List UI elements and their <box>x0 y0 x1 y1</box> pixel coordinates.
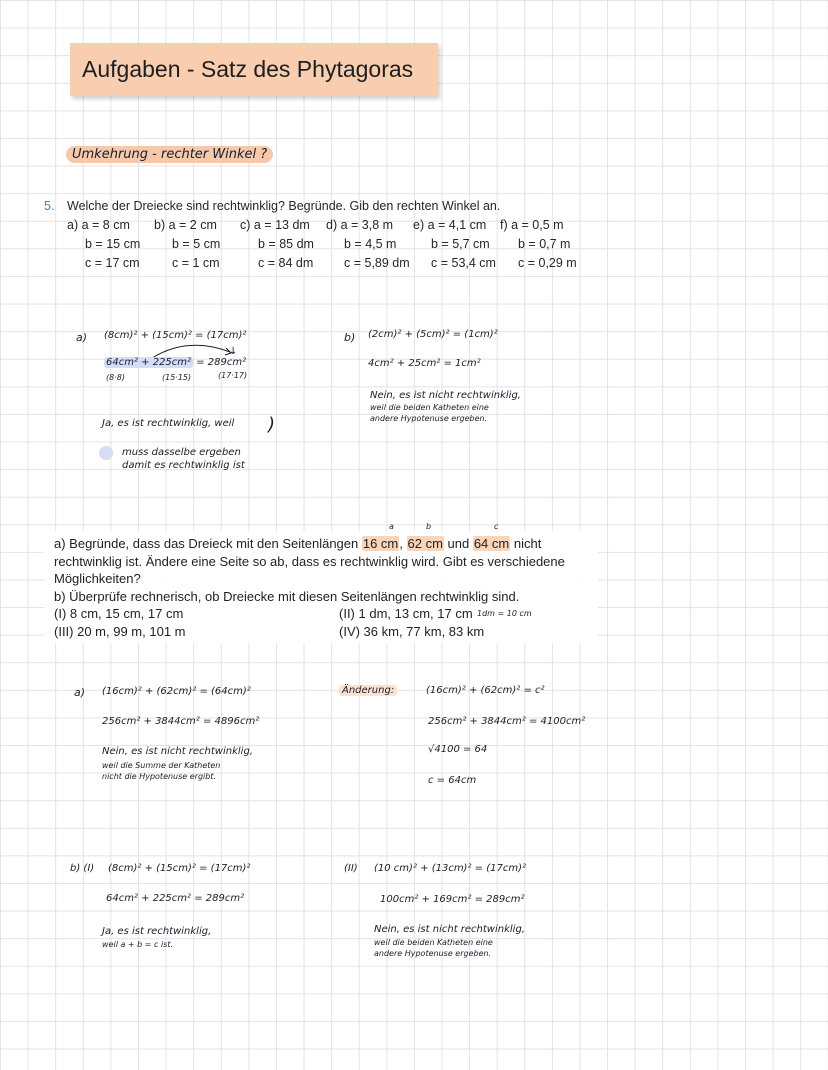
column-e-line-b: b = 5,7 cm <box>431 237 490 251</box>
page-title <box>70 43 438 96</box>
task-question: Welche der Dreiecke sind rechtwinklig? Begründe. Gib den rechten Winkel an. <box>67 199 501 213</box>
task-column-d <box>326 216 410 273</box>
product-note-1: (8·8) <box>106 373 125 382</box>
triangle-iv: (IV) 36 km, 77 km, 83 km <box>339 624 485 639</box>
column-c-line-a: c) a = 13 dm <box>240 218 310 232</box>
sum-result: = 289cm² <box>193 357 247 368</box>
triangle-iii: (III) 20 m, 99 m, 101 m <box>54 624 186 639</box>
column-f-line-c: c = 0,29 m <box>518 256 577 270</box>
task2-line-1-pre: a) Begründe, dass das Dreieck mit den Seitenlängen <box>54 536 362 551</box>
product-note-2: (15·15) <box>162 373 192 382</box>
brace-mark: ) <box>268 414 276 435</box>
change-root: √4100 = 64 <box>428 744 488 755</box>
unit-note: 1dm = 10 cm <box>477 609 532 618</box>
column-b-line-b: b = 5 cm <box>172 237 221 251</box>
side-length-3: 64 cm <box>473 536 510 551</box>
solution-2b-ii-equation: (10 cm)² + (13cm)² = (17cm)² <box>374 863 526 874</box>
solution-5b-equation: (2cm)² + (5cm)² = (1cm)² <box>368 329 498 340</box>
solution-2b-i-sum: 64cm² + 225cm² = 289cm² <box>106 893 245 904</box>
solution-2a-answer-3: nicht die Hypotenuse ergibt. <box>102 772 217 781</box>
column-a-line-a: a) a = 8 cm <box>67 218 130 232</box>
change-sum: 256cm² + 3844cm² = 4100cm² <box>428 716 586 727</box>
solution-2b-ii-answer-3: andere Hypotenuse ergeben. <box>374 949 492 958</box>
solution-2b-ii-answer-2: weil die beiden Katheten eine <box>374 938 493 947</box>
task2-line-3: Möglichkeiten? <box>54 571 141 586</box>
task-column-c <box>240 216 314 273</box>
highlight-dot <box>99 446 113 460</box>
solution-5b-answer-1: Nein, es ist nicht rechtwinklig, <box>370 390 521 401</box>
column-e-line-c: c = 53,4 cm <box>431 256 496 270</box>
task2-line-2: rechtwinklig ist. Ändere eine Seite so ab, dass es rechtwinklig wird. Gibt es verschiedene <box>54 554 565 569</box>
column-e-line-a: e) a = 4,1 cm <box>413 218 487 232</box>
task-column-f <box>500 216 577 273</box>
side-letter-a: a <box>389 522 394 531</box>
change-result: c = 64cm <box>428 775 477 786</box>
task-column-e <box>413 216 496 273</box>
column-d-line-b: b = 4,5 m <box>344 237 397 251</box>
solution-2b-ii-answer-1: Nein, es ist nicht rechtwinklig, <box>374 924 525 935</box>
task-column-a <box>67 216 140 273</box>
triangle-i: (I) 8 cm, 15 cm, 17 cm <box>54 606 184 621</box>
side-length-2: 62 cm <box>407 536 443 551</box>
solution-5a-answer: Ja, es ist rechtwinklig, weil <box>102 418 235 429</box>
solution-2b-i-label: b) (I) <box>70 863 95 874</box>
solution-5a-equation: (8cm)² + (15cm)² = (17cm)² <box>104 330 247 341</box>
product-note-3: (17·17) <box>218 371 248 380</box>
side-letter-b: b <box>426 522 432 531</box>
solution-2b-i-answer-1: Ja, es ist rechtwinklig, <box>102 926 212 937</box>
page-title-text: Aufgaben - Satz des Phytagoras <box>82 56 414 82</box>
solution-5a-note-1: muss dasselbe ergeben <box>122 447 241 458</box>
column-f-line-b: b = 0,7 m <box>518 237 571 251</box>
column-b-line-c: c = 1 cm <box>172 256 220 270</box>
column-c-line-b: b = 85 dm <box>258 237 314 251</box>
solution-5b-label: b) <box>344 331 356 344</box>
solution-5b-answer-2: weil die beiden Katheten eine <box>370 403 489 412</box>
side-letter-c: c <box>494 522 499 531</box>
highlighted-sum: 64cm² + 225cm² <box>106 357 192 368</box>
task2-line-4: b) Überprüfe rechnerisch, ob Dreiecke mit diesen Seitenlängen rechtwinklig sind. <box>54 589 520 604</box>
solution-2a-answer-1: Nein, es ist nicht rechtwinklig, <box>102 746 253 757</box>
task2-line-1-post: nicht <box>510 536 542 551</box>
column-d-line-a: d) a = 3,8 m <box>326 218 394 232</box>
solution-2b-i-answer-2: weil a + b = c ist. <box>102 940 174 949</box>
task-number: 5. <box>44 199 55 213</box>
conjunction: und <box>443 536 473 551</box>
task2-line-1 <box>54 536 541 551</box>
solution-5a-label: a) <box>76 331 88 344</box>
solution-2a-equation: (16cm)² + (62cm)² = (64cm)² <box>102 686 251 697</box>
change-label: Änderung: <box>339 685 397 696</box>
section-subheading: Umkehrung - rechter Winkel ? <box>66 146 273 163</box>
column-f-line-a: f) a = 0,5 m <box>500 218 564 232</box>
down-arrow-icon: ↓ <box>229 346 238 357</box>
column-b-line-a: b) a = 2 cm <box>154 218 217 232</box>
solution-5b-sum: 4cm² + 25cm² = 1cm² <box>368 358 481 369</box>
solution-2b-ii-sum: 100cm² + 169cm² = 289cm² <box>380 894 525 905</box>
triangle-ii: (II) 1 dm, 13 cm, 17 cm <box>339 606 473 621</box>
solution-2b-ii-label: (II) <box>344 863 358 874</box>
solution-2a-label: a) <box>74 686 86 699</box>
solution-2b-i-equation: (8cm)² + (15cm)² = (17cm)² <box>108 863 251 874</box>
column-c-line-c: c = 84 dm <box>258 256 314 270</box>
solution-5b-answer-3: andere Hypotenuse ergeben. <box>370 414 488 423</box>
task-column-b <box>154 216 220 273</box>
column-a-line-b: b = 15 cm <box>85 237 141 251</box>
separator: , <box>399 536 407 551</box>
change-equation: (16cm)² + (62cm)² = c² <box>426 685 545 696</box>
solution-2a-sum: 256cm² + 3844cm² = 4896cm² <box>102 716 260 727</box>
solution-5a-sum <box>104 357 246 368</box>
solution-2a-answer-2: weil die Summe der Katheten <box>102 761 221 770</box>
solution-5a-note-2: damit es rechtwinklig ist <box>122 460 245 471</box>
side-length-1: 16 cm <box>362 536 399 551</box>
column-d-line-c: c = 5,89 dm <box>344 256 410 270</box>
column-a-line-c: c = 17 cm <box>85 256 140 270</box>
